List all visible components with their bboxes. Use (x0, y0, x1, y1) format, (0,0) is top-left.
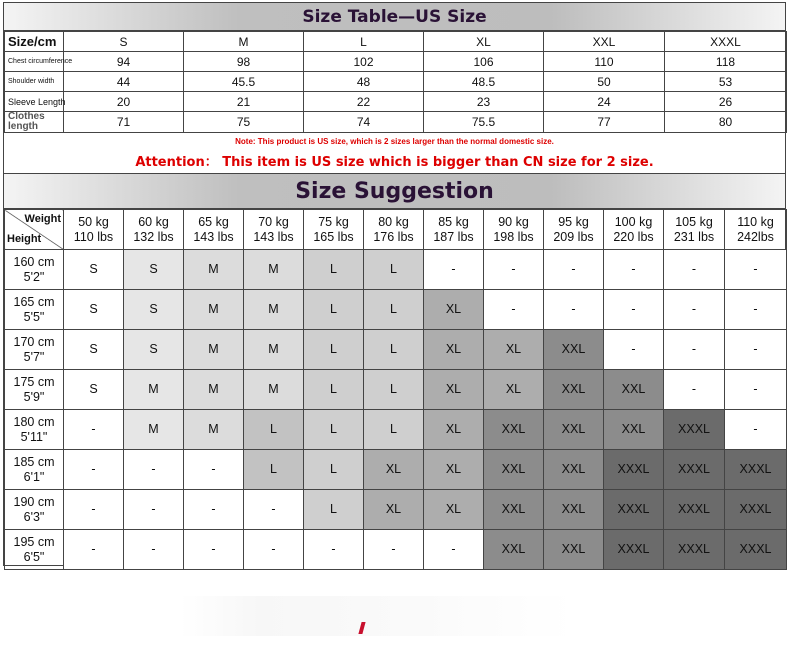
size-suggestion-cell: - (184, 490, 244, 530)
size-suggestion-cell: - (484, 250, 544, 290)
weight-lbs: 209 lbs (553, 229, 594, 244)
size-suggestion-cell: M (244, 330, 304, 370)
measurement-row (5, 72, 787, 92)
size-suggestion-cell: XL (424, 450, 484, 490)
size-suggestion-cell: - (64, 450, 124, 490)
weight-lbs: 231 lbs (673, 229, 715, 244)
size-suggestion-cell: - (664, 290, 725, 330)
height-ft: 6'1" (23, 469, 45, 484)
size-suggestion-cell: XL (424, 370, 484, 410)
size-suggestion-cell: L (364, 250, 424, 290)
size-suggestion-cell: S (64, 370, 124, 410)
weight-column-header (544, 210, 604, 250)
weight-lbs: 198 lbs (493, 229, 534, 244)
weight-column-header (364, 210, 424, 250)
weight-kg: 70 kg (258, 214, 289, 229)
size-suggestion-cell: L (304, 290, 364, 330)
weight-column-header (484, 210, 544, 250)
measurement-value: 45.5 (184, 72, 304, 92)
size-suggestion-table (4, 209, 787, 570)
measurement-row (5, 112, 787, 133)
size-suggestion-cell: XXL (604, 410, 664, 450)
weight-column-header (124, 210, 184, 250)
size-suggestion-cell: - (664, 250, 725, 290)
weight-column-header (664, 210, 725, 250)
size-suggestion-cell: XXL (544, 410, 604, 450)
attention-line: Attention： This item is US size which is bigger than CN size for 2 size. (135, 155, 654, 170)
measurement-value: 75 (184, 112, 304, 133)
size-chart (3, 2, 786, 566)
size-suggestion-cell: L (364, 330, 424, 370)
height-ft: 5'7" (23, 349, 45, 364)
height-cm: 165 cm (13, 294, 55, 309)
height-cm: 160 cm (13, 254, 55, 269)
height-row (5, 530, 787, 570)
weight-kg: 105 kg (675, 214, 713, 229)
size-suggestion-cell: - (664, 330, 725, 370)
measurement-label: Clothes length (5, 112, 64, 133)
height-label (5, 330, 64, 370)
height-ft: 6'5" (23, 549, 45, 564)
measurement-value: 23 (424, 92, 544, 112)
weight-kg: 100 kg (614, 214, 653, 229)
measurement-value: 75.5 (424, 112, 544, 133)
size-suggestion-cell: XL (424, 410, 484, 450)
size-suggestion-cell: - (424, 250, 484, 290)
size-suggestion-cell: - (304, 530, 364, 570)
measurement-value: 94 (64, 52, 184, 72)
size-suggestion-cell: L (304, 450, 364, 490)
weight-kg: 65 kg (198, 214, 229, 229)
size-suggestion-cell: L (304, 490, 364, 530)
measurement-value: 98 (184, 52, 304, 72)
size-suggestion-cell: - (725, 290, 787, 330)
measurement-value: 26 (665, 92, 787, 112)
measurement-row (5, 52, 787, 72)
weight-lbs: 176 lbs (373, 229, 414, 244)
size-suggestion-cell: M (184, 330, 244, 370)
size-suggestion-cell: XXL (484, 450, 544, 490)
height-row (5, 290, 787, 330)
size-header-cell: XXL (544, 32, 665, 52)
measurement-value: 21 (184, 92, 304, 112)
size-suggestion-cell: XL (484, 370, 544, 410)
weight-header-row (5, 210, 787, 250)
measurement-value: 20 (64, 92, 184, 112)
size-suggestion-cell: L (304, 370, 364, 410)
measurement-value: 106 (424, 52, 544, 72)
size-suggestion-cell: M (184, 250, 244, 290)
measurement-value: 118 (665, 52, 787, 72)
size-suggestion-cell: M (244, 370, 304, 410)
size-suggestion-cell: XXXL (664, 490, 725, 530)
measurement-value: 22 (304, 92, 424, 112)
size-suggestion-cell: - (64, 530, 124, 570)
weight-lbs: 110 lbs (73, 229, 114, 244)
weight-kg: 95 kg (558, 214, 589, 229)
size-suggestion-cell: XXXL (604, 450, 664, 490)
weight-column-header (304, 210, 364, 250)
size-suggestion-cell: XL (364, 450, 424, 490)
size-suggestion-cell: L (244, 410, 304, 450)
height-ft: 6'3" (23, 509, 45, 524)
height-cm: 170 cm (13, 334, 55, 349)
size-suggestion-cell: M (124, 370, 184, 410)
size-suggestion-cell: - (725, 370, 787, 410)
size-suggestion-cell: - (725, 330, 787, 370)
size-table-title: Size Table—US Size (4, 3, 785, 31)
size-suggestion-cell: XL (364, 490, 424, 530)
weight-axis-label: Weight (24, 213, 61, 225)
height-row (5, 490, 787, 530)
weight-kg: 60 kg (138, 214, 169, 229)
weight-lbs: 187 lbs (433, 229, 474, 244)
size-suggestion-cell: XXL (544, 370, 604, 410)
measurement-value: 48.5 (424, 72, 544, 92)
size-header-label: Size/cm (5, 32, 64, 52)
size-suggestion-cell: XL (424, 330, 484, 370)
height-cm: 195 cm (13, 534, 55, 549)
size-suggestion-cell: M (124, 410, 184, 450)
size-suggestion-cell: - (184, 530, 244, 570)
size-suggestion-cell: XXXL (725, 450, 787, 490)
measurement-value: 24 (544, 92, 665, 112)
measurement-label: Chest circumference (5, 52, 64, 72)
height-label (5, 530, 64, 570)
weight-column-header (64, 210, 124, 250)
size-suggestion-cell: XXL (544, 490, 604, 530)
weight-column-header (725, 210, 787, 250)
weight-kg: 50 kg (78, 214, 109, 229)
height-label (5, 450, 64, 490)
measurement-value: 71 (64, 112, 184, 133)
size-suggestion-cell: XXL (544, 330, 604, 370)
height-row (5, 450, 787, 490)
size-suggestion-cell: - (64, 490, 124, 530)
size-suggestion-cell: XXL (484, 410, 544, 450)
size-suggestion-cell: - (184, 450, 244, 490)
size-suggestion-cell: XXXL (604, 530, 664, 570)
size-suggestion-cell: L (364, 370, 424, 410)
measurement-label: Shoulder width (5, 72, 64, 92)
weight-kg: 80 kg (378, 214, 409, 229)
size-suggestion-cell: L (364, 410, 424, 450)
size-suggestion-cell: XXXL (664, 410, 725, 450)
height-cm: 175 cm (13, 374, 55, 389)
weight-lbs: 132 lbs (133, 229, 174, 244)
height-cm: 190 cm (13, 494, 55, 509)
size-header-cell: XXXL (665, 32, 787, 52)
measurement-value: 80 (665, 112, 787, 133)
measurement-value: 48 (304, 72, 424, 92)
height-axis-label: Height (7, 233, 42, 245)
height-label (5, 250, 64, 290)
size-suggestion-cell: M (184, 370, 244, 410)
size-suggestion-cell: S (64, 290, 124, 330)
weight-column-header (424, 210, 484, 250)
weight-lbs: 143 lbs (253, 229, 294, 244)
size-suggestion-cell: XXL (604, 370, 664, 410)
size-suggestion-cell: - (664, 370, 725, 410)
size-suggestion-cell: - (484, 290, 544, 330)
weight-height-corner (5, 210, 64, 250)
size-suggestion-cell: S (64, 330, 124, 370)
weight-kg: 90 kg (498, 214, 529, 229)
size-suggestion-cell: XXXL (725, 490, 787, 530)
height-ft: 5'5" (23, 309, 45, 324)
height-label (5, 490, 64, 530)
size-suggestion-cell: M (244, 290, 304, 330)
height-ft: 5'9" (23, 389, 45, 404)
note-line-small: Note: This product is US size, which is 2 sizes larger than the normal domestic size. (235, 137, 554, 146)
size-header-cell: L (304, 32, 424, 52)
measurement-value: 50 (544, 72, 665, 92)
weight-kg: 110 kg (737, 214, 774, 229)
height-ft: 5'2" (23, 269, 45, 284)
size-suggestion-cell: S (124, 250, 184, 290)
size-suggestion-cell: - (544, 250, 604, 290)
weight-kg: 75 kg (318, 214, 349, 229)
weight-lbs: 242lbs (737, 229, 774, 244)
size-suggestion-cell: - (604, 290, 664, 330)
measurement-label: Sleeve Length (5, 92, 64, 112)
height-row (5, 410, 787, 450)
size-suggestion-cell: XL (424, 290, 484, 330)
size-suggestion-cell: - (124, 450, 184, 490)
measurement-value: 74 (304, 112, 424, 133)
size-suggestion-title: Size Suggestion (4, 173, 785, 209)
size-suggestion-cell: XXL (544, 450, 604, 490)
height-label (5, 370, 64, 410)
size-suggestion-cell: - (544, 290, 604, 330)
size-suggestion-cell: - (725, 410, 787, 450)
size-header-cell: XL (424, 32, 544, 52)
height-row (5, 250, 787, 290)
size-suggestion-cell: S (124, 330, 184, 370)
size-suggestion-cell: XXL (544, 530, 604, 570)
weight-lbs: 143 lbs (193, 229, 234, 244)
bottom-watermark-area (180, 596, 575, 636)
size-header-cell: S (64, 32, 184, 52)
size-suggestion-cell: L (364, 290, 424, 330)
size-suggestion-cell: L (304, 250, 364, 290)
height-label (5, 410, 64, 450)
size-suggestion-cell: - (244, 530, 304, 570)
size-suggestion-cell: XXXL (664, 450, 725, 490)
size-header-row (5, 32, 787, 52)
size-suggestion-cell: XXL (484, 490, 544, 530)
height-row (5, 370, 787, 410)
height-ft: 5'11" (20, 429, 48, 444)
size-suggestion-cell: M (184, 410, 244, 450)
height-cm: 180 cm (13, 414, 55, 429)
size-suggestion-cell: - (604, 250, 664, 290)
size-header-cell: M (184, 32, 304, 52)
size-suggestion-cell: - (725, 250, 787, 290)
weight-column-header (184, 210, 244, 250)
size-suggestion-cell: M (244, 250, 304, 290)
height-cm: 185 cm (13, 454, 55, 469)
weight-kg: 85 kg (438, 214, 469, 229)
size-suggestion-cell: L (304, 330, 364, 370)
measurement-value: 77 (544, 112, 665, 133)
size-suggestion-cell: - (364, 530, 424, 570)
weight-column-header (604, 210, 664, 250)
size-suggestion-cell: XL (424, 490, 484, 530)
size-suggestion-cell: XL (484, 330, 544, 370)
height-label (5, 290, 64, 330)
size-suggestion-cell: XXXL (604, 490, 664, 530)
size-suggestion-cell: L (244, 450, 304, 490)
size-suggestion-cell: - (124, 490, 184, 530)
measurement-value: 53 (665, 72, 787, 92)
size-suggestion-cell: L (304, 410, 364, 450)
size-suggestion-cell: - (424, 530, 484, 570)
size-suggestion-cell: M (184, 290, 244, 330)
weight-lbs: 220 lbs (613, 229, 654, 244)
size-table (4, 31, 787, 133)
notes (4, 131, 785, 173)
height-row (5, 330, 787, 370)
weight-lbs: 165 lbs (313, 229, 354, 244)
size-suggestion-cell: XXXL (664, 530, 725, 570)
weight-column-header (244, 210, 304, 250)
size-suggestion-cell: XXL (484, 530, 544, 570)
measurement-value: 102 (304, 52, 424, 72)
size-suggestion-cell: - (124, 530, 184, 570)
measurement-value: 44 (64, 72, 184, 92)
measurement-row (5, 92, 787, 112)
size-suggestion-cell: - (604, 330, 664, 370)
size-suggestion-cell: - (244, 490, 304, 530)
size-suggestion-cell: XXXL (725, 530, 787, 570)
size-suggestion-cell: - (64, 410, 124, 450)
size-suggestion-cell: S (64, 250, 124, 290)
measurement-value: 110 (544, 52, 665, 72)
size-suggestion-cell: S (124, 290, 184, 330)
